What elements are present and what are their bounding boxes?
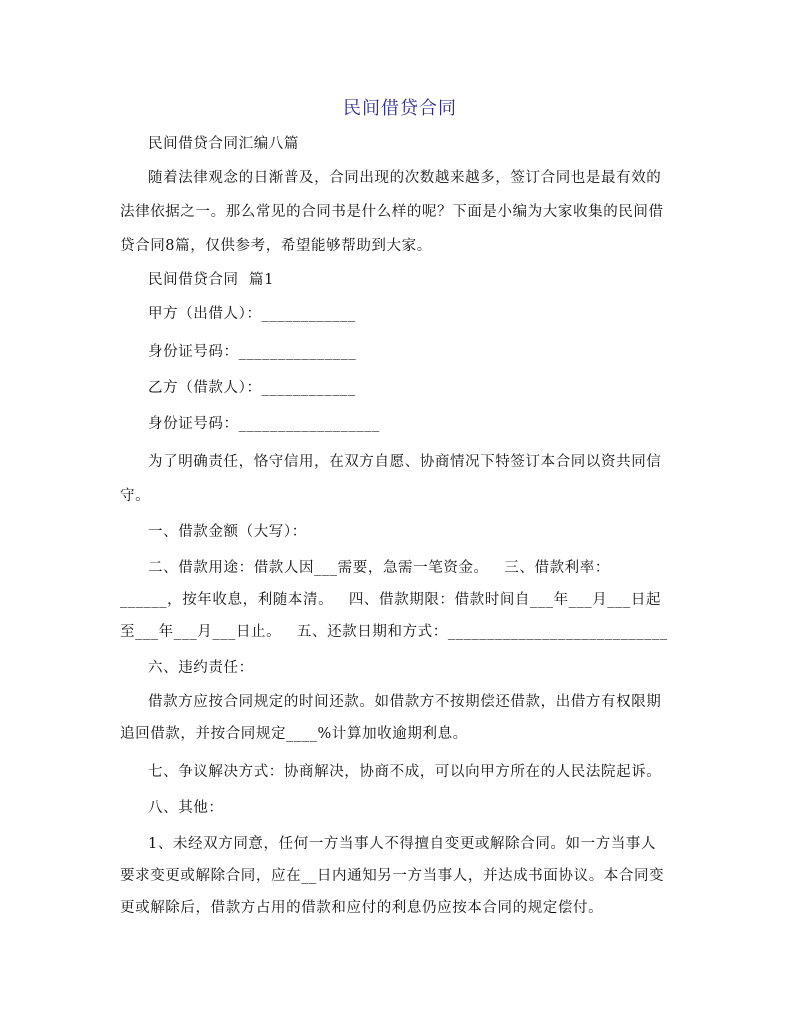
purpose-line-1: 为了明确责任，恪守信用，在双方自愿、协商情况下特签订本合同以资共同信 — [148, 454, 662, 470]
document-title: 民间借贷合同 — [343, 98, 457, 119]
purpose-line-2: 守。 — [120, 488, 151, 504]
party-a-id-line: 身份证号码：_______________ — [148, 344, 357, 360]
clause-6-line-2: 追回借款，并按合同规定____%计算加收逾期利息。 — [120, 726, 468, 742]
clause-1-line: 一、借款金额（大写）： — [148, 524, 307, 540]
clause-8-heading: 八、其他： — [148, 800, 224, 816]
clause-8-item-1-line-1: 1、未经双方同意，任何一方当事人不得擅自变更或解除合同。如一方当事人 — [148, 836, 657, 852]
intro-line-3: 贷合同8篇，仅供参考，希望能够帮助到大家。 — [120, 238, 432, 254]
subtitle-line: 民间借贷合同汇编八篇 — [148, 136, 299, 152]
clause-2-line: 二、借款用途：借款人因___需要，急需一笔资金。 三、借款利率： — [148, 560, 610, 576]
clause-6-line-1: 借款方应按合同规定的时间还款。如借款方不按期偿还借款，出借方有权限期 — [148, 694, 662, 710]
clause-8-item-1-line-3: 更或解除后，借款方占用的借款和应付的利息仍应按本合同的规定偿付。 — [120, 900, 604, 916]
clause-3-line: ______，按年收息，利随本清。 四、借款期限：借款时间自___年___月___日起 — [120, 592, 662, 608]
party-b-id-line: 身份证号码：__________________ — [148, 416, 380, 432]
intro-line-2: 法律依据之一。那么常见的合同书是什么样的呢？下面是小编为大家收集的民间借 — [120, 204, 664, 220]
clause-4-line: 至___年___月___日止。 五、还款日期和方式：____________________________ — [120, 624, 668, 640]
clause-7-line: 七、争议解决方式：协商解决，协商不成，可以向甲方所在的人民法院起诉。 — [148, 764, 662, 780]
intro-line-1: 随着法律观念的日渐普及，合同出现的次数越来越多，签订合同也是最有效的 — [148, 170, 662, 186]
clause-6-heading: 六、违约责任： — [148, 660, 254, 676]
clause-8-item-1-line-2: 要求变更或解除合同，应在__日内通知另一方当事人，并达成书面协议。本合同变 — [120, 868, 665, 884]
party-b-line: 乙方（借款人）：____________ — [148, 380, 356, 396]
section-heading: 民间借贷合同 篇1 — [148, 272, 274, 288]
party-a-line: 甲方（出借人）：____________ — [148, 306, 356, 322]
